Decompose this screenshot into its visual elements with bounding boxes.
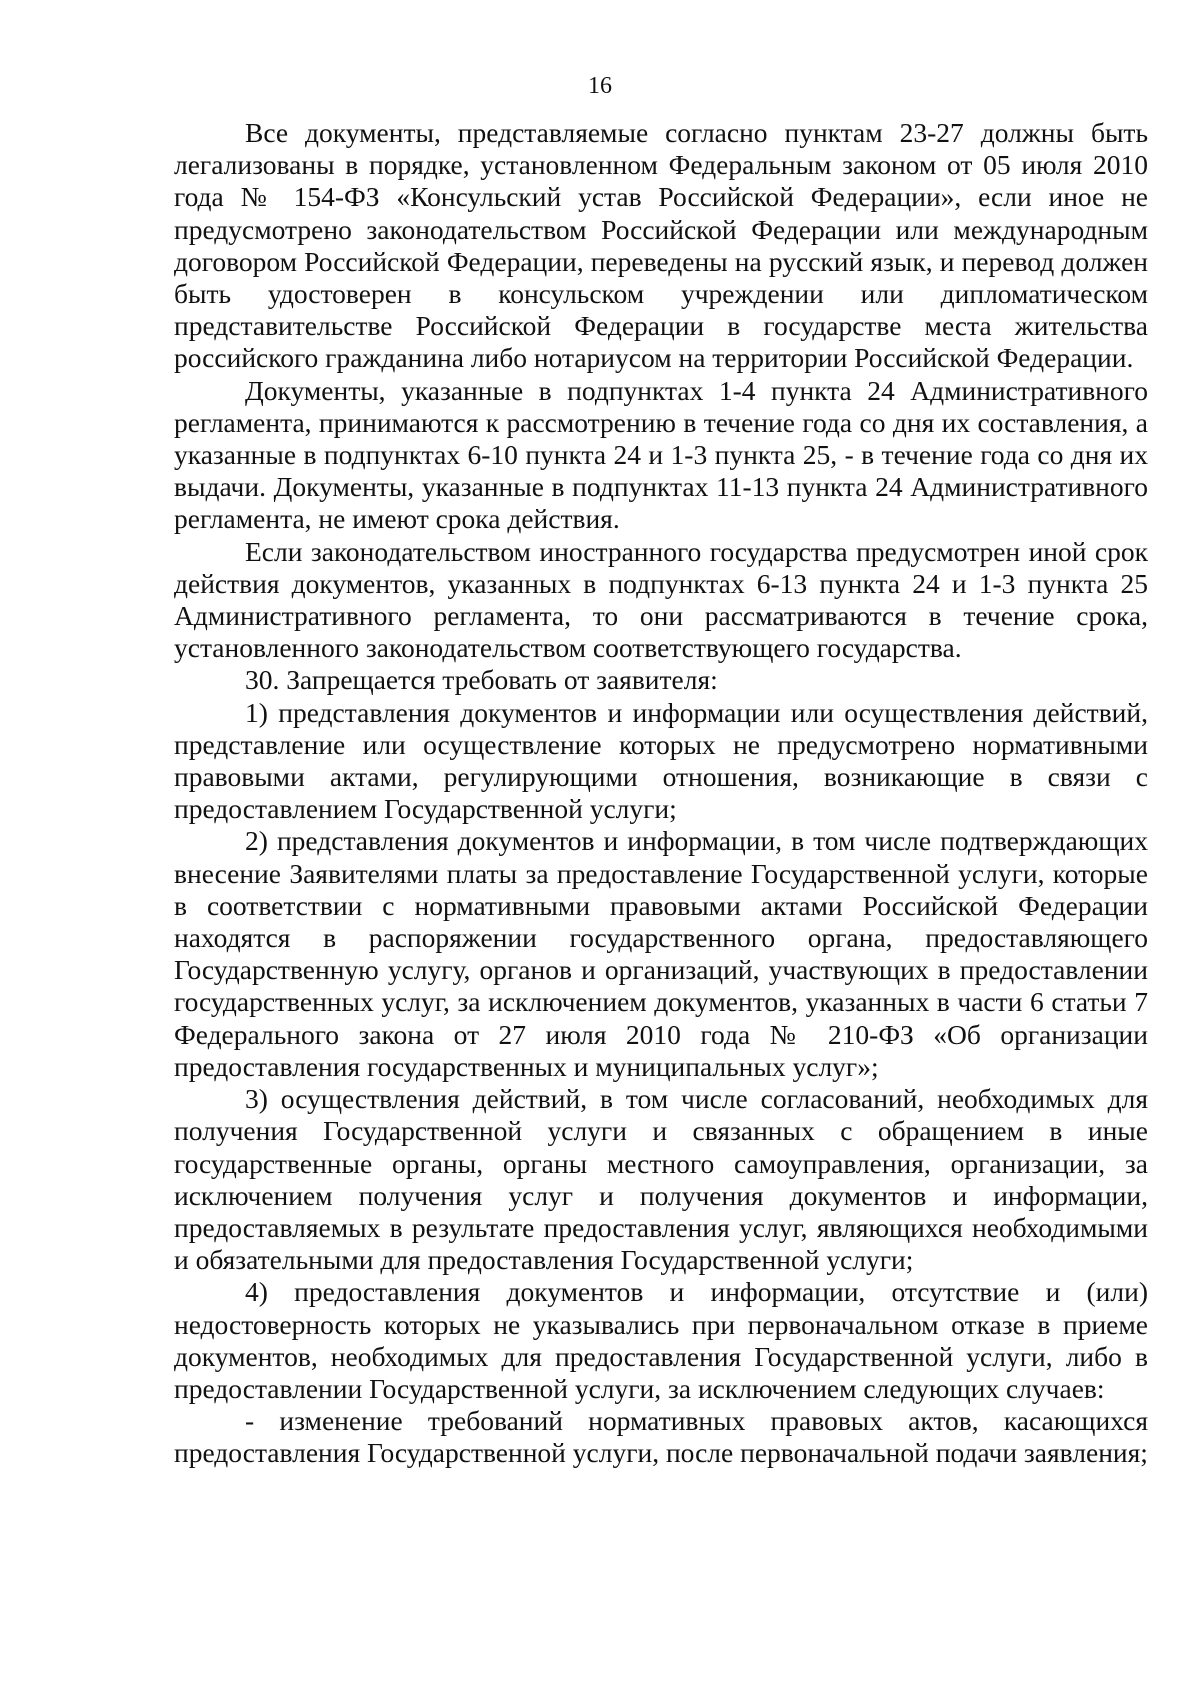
paragraph-subitem-2: 2) представления документов и информации, в том числе подтверждающих внесение Заявителями платы за предоставление Государственной услуги, которые в соответствии с нормативными правовыми актами Российской Федерации находятся в распоряжении государственного органа, предоставляющего Государственную услугу, органов и организаций, участвующих в предоставлении государственных услуг, за исключением документов, указанных в части 6 статьи 7 Федерального закона от 27 июля 2010 года № 210-ФЗ «Об организации предоставления государственных и муниципальных услуг»; bbox=[174, 825, 1148, 1082]
paragraph-foreign-law: Если законодательством иностранного государства предусмотрен иной срок действия документов, указанных в подпунктах 6-13 пункта 24 и 1-3 пункта 25 Административного регламента, то они рассматриваются в течение срока, установленного законодательством соответствующего государства. bbox=[174, 535, 1148, 664]
paragraph-validity-period: Документы, указанные в подпунктах 1-4 пункта 24 Административного регламента, принимаются к рассмотрению в течение года со дня их составления, а указанные в подпунктах 6-10 пункта 24 и 1-3 пункта 25, - в течение года со дня их выдачи. Документы, указанные в подпунктах 11-13 пункта 24 Административного регламента, не имеют срока действия. bbox=[174, 374, 1148, 535]
paragraph-subitem-1: 1) представления документов и информации или осуществления действий, представление или осуществление которых не предусмотрено нормативными правовыми актами, регулирующими отношения, возникающие в связи с предоставлением Государственной услуги; bbox=[174, 696, 1148, 825]
paragraph-subitem-4: 4) предоставления документов и информации, отсутствие и (или) недостоверность которых не указывались при первоначальном отказе в приеме документов, необходимых для предоставления Государственной услуги, либо в предоставлении Государственной услуги, за исключением следующих случаев: bbox=[174, 1276, 1148, 1404]
paragraph-subitem-3: 3) осуществления действий, в том числе согласований, необходимых для получения Государственной услуги и связанных с обращением в иные государственные органы, органы местного самоуправления, организации, за исключением получения услуг и получения документов и информации, предоставляемых в результате предоставления услуг, являющихся необходимыми и обязательными для предоставления Государственной услуги; bbox=[174, 1083, 1148, 1276]
paragraph-legalization: Все документы, представляемые согласно пунктам 23-27 должны быть легализованы в порядке, установленном Федеральным законом от 05 июля 2010 года № 154-ФЗ «Консульский устав Российской Федерации», если иное не предусмотрено законодательством Российской Федерации или международным договором Российской Федерации, переведены на русский язык, и перевод должен быть удостоверен в консульском учреждении или дипломатическом представительстве Российской Федерации в государстве места жительства российского гражданина либо нотариусом на территории Российской Федерации. bbox=[174, 117, 1148, 374]
paragraph-item-30: 30. Запрещается требовать от заявителя: bbox=[245, 664, 718, 696]
paragraph-exception-1: - изменение требований нормативных правовых актов, касающихся предоставления Государственной услуги, после первоначальной подачи заявления; bbox=[174, 1405, 1148, 1469]
page-number: 16 bbox=[588, 73, 612, 99]
document-body bbox=[174, 117, 1148, 1470]
